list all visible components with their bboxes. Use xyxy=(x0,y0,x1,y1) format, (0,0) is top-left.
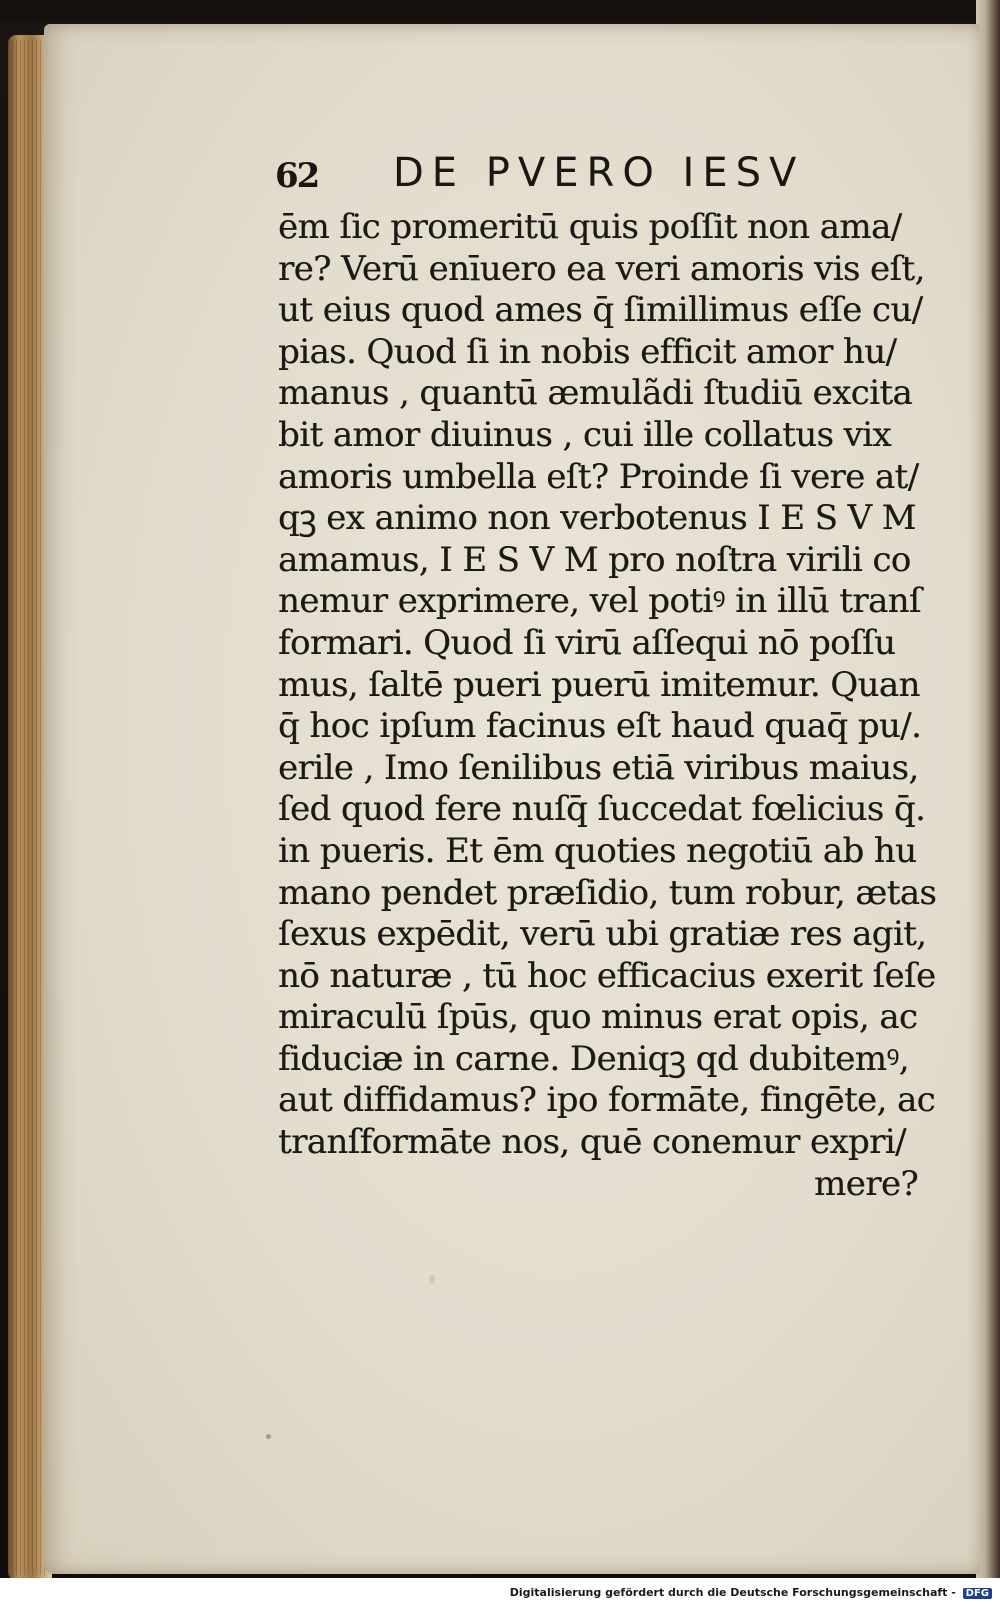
text-line: manus , quantū æmulãdi ſtudiū excita xyxy=(278,373,913,414)
scan-top-border xyxy=(0,0,1000,22)
text-line: re? Verū enīuero ea veri amoris vis eſt, xyxy=(278,248,925,289)
paper-stain xyxy=(266,1434,271,1439)
text-line: pias. Quod ſi in nobis efficit amor hu/ xyxy=(278,331,897,372)
text-line: amamus, I E S V M pro noſtra virili co xyxy=(278,539,911,580)
page-number: 62 xyxy=(275,156,319,196)
text-line-final: mere? xyxy=(814,1163,918,1204)
text-line: ēm ſic promeritū quis poſſit non ama/ xyxy=(278,207,902,247)
text-line: miraculū ſpūs, quo minus erat opis, ac xyxy=(278,997,918,1038)
dfg-logo-icon: DFG xyxy=(963,1588,992,1599)
text-line: tranſformāte nos, quē conemur expri/ xyxy=(278,1122,906,1163)
text-line: formari. Quod ſi virū aſſequi nō poſſu xyxy=(278,622,896,663)
text-line: nō naturæ , tū hoc efficacius exerit ſeſe xyxy=(278,955,936,996)
text-line: qꝫ ex animo non verbotenus I E S V M xyxy=(278,498,916,539)
funding-credit xyxy=(510,1586,992,1599)
text-line: mus, ſaltē pueri puerū imitemur. Quan xyxy=(278,664,920,705)
text-line: ut eius quod ames q̄ ſimillimus eſſe cu/ xyxy=(278,290,923,331)
paper-stain xyxy=(429,1274,435,1284)
text-line: nemur exprimere, vel potiꝰ in illū tranſ xyxy=(278,581,921,622)
text-line: bit amor diuinus , cui ille collatus vix xyxy=(278,414,892,455)
running-head: DE PVERO IESV xyxy=(393,150,805,196)
footer-bar xyxy=(0,1578,1000,1611)
funding-credit-text: Digitalisierung gefördert durch die Deutsche Forschungsgemeinschaft - xyxy=(509,1586,956,1599)
text-line: in pueris. Et ēm quoties negotiū ab hu xyxy=(278,830,917,871)
text-line: fiduciæ in carne. Deniqꝫ qd dubitemꝰ, xyxy=(278,1038,909,1079)
text-line: mano pendet præſidio, tum robur, ætas xyxy=(278,872,937,913)
book-page-edges xyxy=(12,40,48,1575)
page-header xyxy=(275,150,925,206)
text-line: erile , Imo ſenilibus etiā viribus maius, xyxy=(278,747,919,788)
text-line: ſexus expēdit, verū ubi gratiæ res agit, xyxy=(278,914,927,955)
text-line: aut diffidamus? ipo formāte, fingēte, ac xyxy=(278,1080,936,1121)
text-line: q̄ hoc ipſum facinus eſt haud quaq̄ pu/. xyxy=(278,706,922,747)
body-text xyxy=(278,207,938,1205)
text-line: amoris umbella eſt? Proinde ſi vere at/ xyxy=(278,456,919,497)
text-line: ſed quod fere nuſq̄ ſuccedat fœlicius q̄. xyxy=(278,789,926,830)
